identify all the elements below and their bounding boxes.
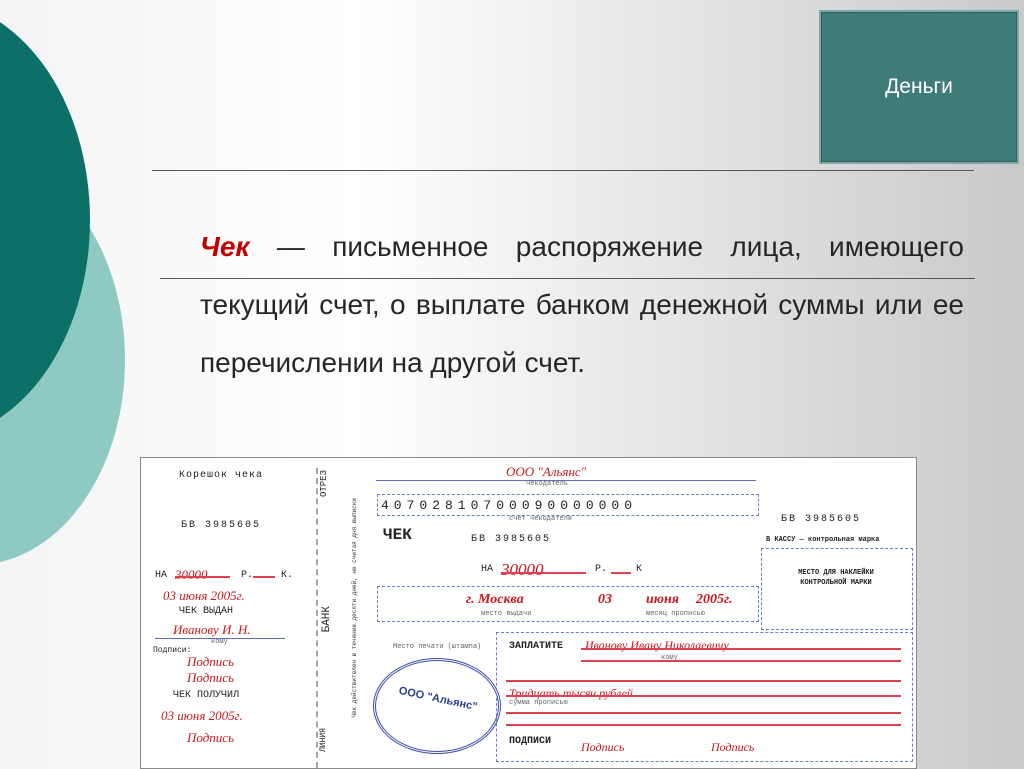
stub-amount: 30000 xyxy=(175,567,208,582)
cheque-number: БВ 3985605 xyxy=(471,534,552,545)
payer-caption: чекодатель xyxy=(526,480,569,488)
main-rub: Р. xyxy=(595,564,608,575)
stamp-circle xyxy=(373,658,501,754)
stub-kop: К. xyxy=(281,570,294,581)
stub-received-date: 03 июня 2005г. xyxy=(161,708,243,723)
cheque-image xyxy=(140,457,917,769)
main-amount: 30000 xyxy=(501,560,544,579)
stub-received-signature: Подпись xyxy=(187,730,234,745)
sum-strike-1 xyxy=(506,695,901,697)
main-na: НА xyxy=(481,564,494,575)
stub-na: НА xyxy=(155,570,168,581)
slide-title-box xyxy=(819,10,1019,164)
stub-signature-1: Подпись xyxy=(187,654,234,669)
pay-strike-2 xyxy=(581,660,901,662)
sum-words: Тридцать тысяч рублей xyxy=(509,686,633,700)
pay-to: Иванову Ивану Николаевичу xyxy=(585,638,729,652)
signature-2: Подпись xyxy=(711,740,755,754)
date-caption: месяц прописью xyxy=(646,610,705,618)
divider-top xyxy=(152,170,974,171)
stub-strike-2 xyxy=(253,576,275,578)
stub-title: Корешок чека xyxy=(179,470,264,481)
tear-line xyxy=(316,468,318,768)
place-label: МЕСТО ДЛЯ НАКЛЕЙКИ КОНТРОЛЬНОЙ МАРКИ xyxy=(798,569,874,587)
stub-signatures-label: Подписи: xyxy=(153,646,192,655)
pay-strike-3 xyxy=(506,680,901,682)
year: 2005г. xyxy=(696,592,733,607)
slide-title: Деньги xyxy=(885,75,953,98)
stamp-text: ООО "Альянс" xyxy=(397,684,479,714)
cheque-label: ЧЕК xyxy=(383,526,412,544)
day: 03 xyxy=(598,592,612,607)
stub-bank: БАНК xyxy=(321,606,333,633)
stub-issued-to: Иванову И. Н. xyxy=(173,622,251,637)
stub-issued-label: ЧЕК ВЫДАН xyxy=(179,606,234,617)
cash-label: В КАССУ — контрольная марка xyxy=(766,536,880,544)
stub-issued-caption: кому xyxy=(211,638,228,646)
pay-strike-1 xyxy=(581,648,901,650)
sum-caption: сумма прописью xyxy=(509,699,568,707)
account-caption: счет чекодателя xyxy=(509,515,573,523)
stub-signature-2: Подпись xyxy=(187,670,234,685)
definition-term: Чек xyxy=(200,231,250,262)
right-number: БВ 3985605 xyxy=(781,514,862,525)
signature-1: Подпись xyxy=(581,740,625,754)
stub-date: 03 июня 2005г. xyxy=(163,588,245,603)
definition-text xyxy=(200,218,964,392)
stamp-place-box xyxy=(761,548,913,630)
sum-strike-2 xyxy=(506,712,901,714)
stamp-area-label: Место печати (штампа) xyxy=(393,643,482,651)
validity-note: Чек действителен в течение десяти дней, не считая дня выписки xyxy=(351,498,358,718)
payer-name: ООО "Альянс" xyxy=(506,464,587,479)
stub-line-label: ЛИНИЯ xyxy=(319,728,328,753)
stub-otrez: ОТРЕЗ xyxy=(319,470,329,498)
main-kop: К xyxy=(636,564,643,575)
pay-caption: кому xyxy=(661,654,678,662)
stub-received-label: ЧЕК ПОЛУЧИЛ xyxy=(173,690,240,701)
stub-rub: Р. xyxy=(241,570,254,581)
definition-body: — письменное распоряжение лица, имеющего текущий счет, о выплате банком денежной суммы или ее перечислении на другой счет. xyxy=(200,231,964,378)
city: г. Москва xyxy=(466,592,524,607)
account-number: 40702810700090000000 xyxy=(381,498,638,513)
stub-strike-1 xyxy=(175,576,230,578)
city-caption: место выдачи xyxy=(481,610,532,618)
stub-number: БВ 3985605 xyxy=(181,520,262,531)
signatures-label: ПОДПИСИ xyxy=(509,736,552,747)
sum-strike-3 xyxy=(506,724,901,726)
month: июня xyxy=(646,592,679,607)
main-strike-1 xyxy=(501,572,586,574)
main-strike-2 xyxy=(611,572,631,574)
pay-label: ЗАПЛАТИТЕ xyxy=(509,641,564,652)
